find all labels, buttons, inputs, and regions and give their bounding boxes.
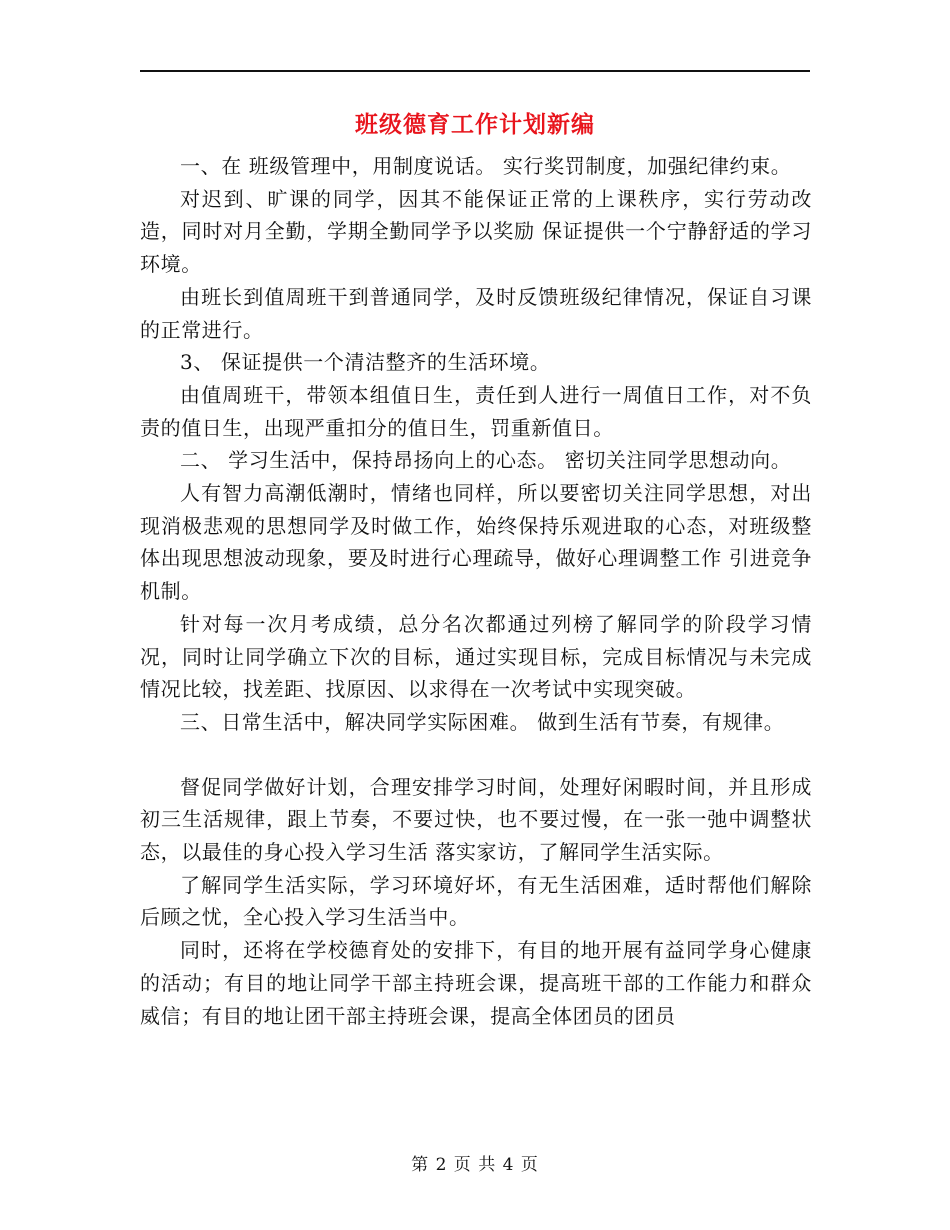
paragraph-10: 督促同学做好计划，合理安排学习时间，处理好闲暇时间，并且形成初三生活规律，跟上节奏，不要过快，也不要过慢，在一张一弛中调整状态，以最佳的身心投入学习生活 落实家访，了解同学生活实际。 <box>140 774 812 865</box>
paragraph-8: 针对每一次月考成绩，总分名次都通过列榜了解同学的阶段学习情况，同时让同学确立下次的目标，通过实现目标，完成目标情况与未完成情况比较，找差距、找原因、以求得在一次考试中实现突破。 <box>140 611 812 702</box>
paragraph-5: 由值周班干，带领本组值日生，责任到人进行一周值日工作，对不负责的值日生，出现严重扣分的值日生，罚重新值日。 <box>140 382 812 440</box>
document-title: 班级德育工作计划新编 <box>355 111 595 138</box>
paragraph-9: 三、日常生活中，解决同学实际困难。 做到生活有节奏，有规律。 <box>180 709 785 734</box>
paragraph-7: 人有智力高潮低潮时，情绪也同样，所以要密切关注同学思想，对出现消极悲观的思想同学及时做工作，始终保持乐观进取的心态，对班级整体出现思想波动现象，要及时进行心理疏导，做好心理调整工作 引进竞争机制。 <box>140 481 812 604</box>
paragraph-2: 对迟到、旷课的同学，因其不能保证正常的上课秩序，实行劳动改造，同时对月全勤，学期全勤同学予以奖励 保证提供一个宁静舒适的学习环境。 <box>140 186 812 277</box>
paragraph-12: 同时，还将在学校德育处的安排下，有目的地开展有益同学身心健康的活动；有目的地让同学干部主持班会课，提高班干部的工作能力和群众威信；有目的地让团干部主持班会课，提高全体团员的团员 <box>140 938 812 1028</box>
header-rule <box>140 70 810 72</box>
paragraph-1: 一、在 班级管理中，用制度说话。 实行奖罚制度，加强纪律约束。 <box>180 154 792 178</box>
paragraph-4: 3、 保证提供一个清洁整齐的生活环境。 <box>180 350 551 375</box>
paragraph-11: 了解同学生活实际，学习环境好坏，有无生活困难，适时帮他们解除后顾之忧，全心投入学习生活当中。 <box>140 872 812 930</box>
paragraph-6: 二、 学习生活中，保持昂扬向上的心态。 密切关注同学思想动向。 <box>180 448 792 473</box>
page-footer: 第 2 页 共 4 页 <box>411 1155 539 1175</box>
paragraph-3: 由班长到值周班干到普通同学，及时反馈班级纪律情况，保证自习课的正常进行。 <box>140 284 812 342</box>
document-body <box>140 150 812 1032</box>
